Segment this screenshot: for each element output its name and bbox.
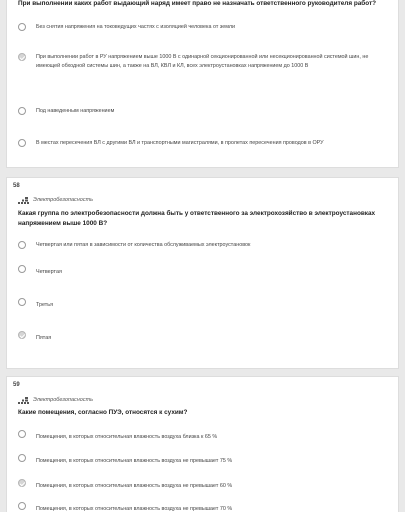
radio-button[interactable] (18, 502, 26, 510)
answer-option[interactable] (18, 53, 390, 70)
answer-text[interactable]: В местах пересечения ВЛ с другими ВЛ и транспортными магистралями, в пролетах пересечения проводов в ОРУ (36, 140, 324, 146)
answer-option[interactable] (18, 502, 390, 512)
answer-option[interactable] (18, 479, 390, 491)
answer-option[interactable] (18, 430, 390, 442)
radio-button[interactable] (18, 241, 26, 249)
answer-option[interactable] (18, 107, 390, 116)
question-title: Какая группа по электробезопасности должна быть у ответственного за электрохозяйство в электроустановках напряжением выше 1000 В? (18, 210, 376, 227)
radio-button[interactable] (18, 23, 26, 31)
answer-text[interactable]: Помещения, в которых относительная влажность воздуха не превышает 60 % (36, 483, 233, 489)
answer-text[interactable]: При выполнении работ в РУ напряжением выше 1000 В с одинарной секционированной или несекционированной системой шин, не имеющей обходной системы шин, а также на ВЛ, КВЛ и КЛ, всех электроустановках напряжением до 1000 В (36, 54, 369, 69)
answer-text[interactable]: Помещения, в которых относительная влажность воздуха не превышает 75 % (36, 458, 233, 464)
answer-text[interactable]: Без снятия напряжения на токоведущих частях с изоляцией человека от земли (36, 24, 236, 30)
radio-button-checked[interactable] (18, 479, 26, 487)
question-category (18, 196, 93, 204)
answer-text[interactable]: Четвертая или пятая в зависимости от количества обслуживаемых электроустановок (36, 242, 251, 248)
question-card (6, 177, 399, 369)
radio-button-checked[interactable] (18, 331, 26, 339)
question-number: 59 (13, 382, 20, 388)
question-title: При выполнении каких работ выдающий наряд имеет право не назначать ответственного руководителя работ? (18, 0, 377, 7)
answer-option[interactable] (18, 139, 390, 148)
answer-text[interactable]: Пятая (36, 335, 52, 341)
answer-text[interactable]: Помещения, в которых относительная влажность воздуха близка к 65 % (36, 434, 218, 440)
category-label: Электробезопасность (33, 397, 94, 403)
radio-button[interactable] (18, 107, 26, 115)
question-card (6, 376, 399, 512)
answer-option[interactable] (18, 23, 390, 32)
category-icon (18, 397, 29, 404)
answer-option[interactable] (18, 265, 390, 277)
question-category (18, 396, 93, 404)
answer-option[interactable] (18, 298, 390, 310)
radio-button-checked[interactable] (18, 53, 26, 61)
question-card (6, 0, 399, 168)
answer-option[interactable] (18, 241, 390, 250)
radio-button[interactable] (18, 298, 26, 306)
answer-text[interactable]: Помещения, в которых относительная влажность воздуха не превышает 70 % (36, 506, 233, 512)
answer-option[interactable] (18, 454, 390, 466)
radio-button[interactable] (18, 139, 26, 147)
question-number: 58 (13, 183, 20, 189)
question-title: Какие помещения, согласно ПУЭ, относятся к сухим? (18, 409, 188, 416)
answer-option[interactable] (18, 331, 390, 343)
answer-text[interactable]: Третья (36, 302, 54, 308)
answer-text[interactable]: Четвертая (36, 269, 62, 275)
radio-button[interactable] (18, 430, 26, 438)
category-icon (18, 197, 29, 204)
radio-button[interactable] (18, 265, 26, 273)
answer-text[interactable]: Под наведенным напряжением (36, 108, 115, 114)
radio-button[interactable] (18, 454, 26, 462)
category-label: Электробезопасность (33, 197, 94, 203)
